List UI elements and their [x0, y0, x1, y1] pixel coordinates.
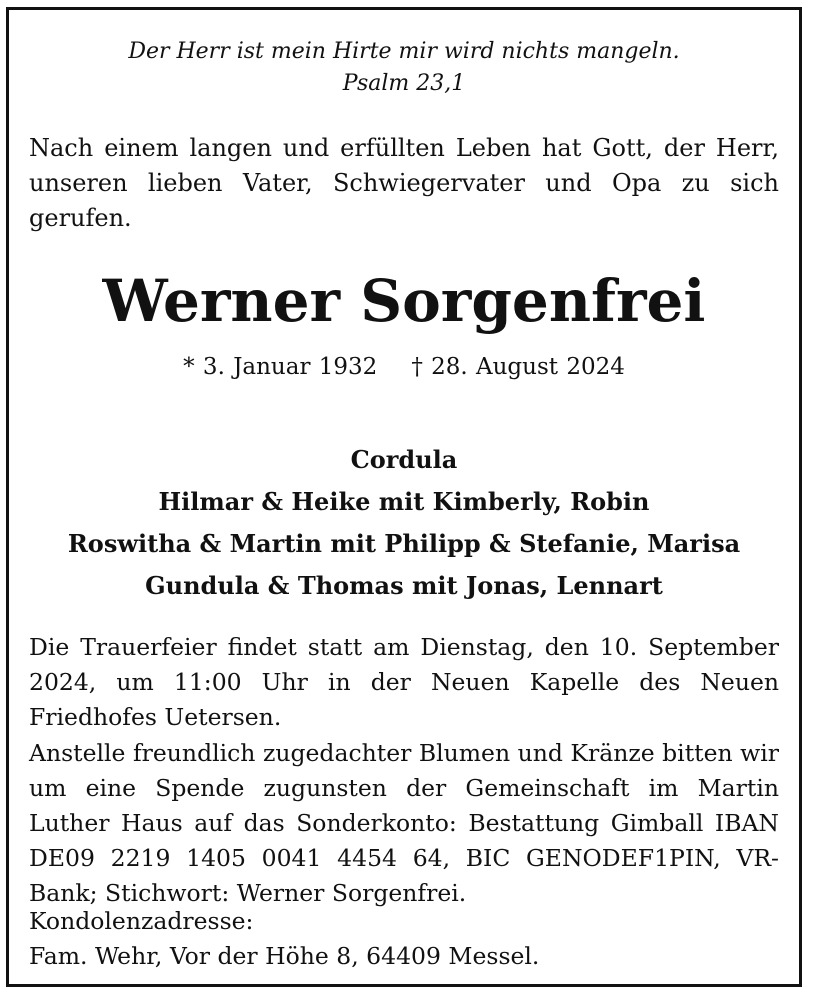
- birth-date: * 3. Januar 1932: [183, 354, 378, 380]
- condolence-label: Kondolenzadresse:: [29, 907, 254, 935]
- bible-verse: [29, 36, 779, 100]
- donation-info: Anstelle freundlich zugedachter Blumen und Kränze bitten wir um eine Spende zugunsten der Gemeinschaft im Martin Luther Haus auf das Sonderkonto: Bestattung Gimball IBAN DE09 2219 1405 0041 4454 64, BIC GENODEF1PIN, VR-Bank; Stichwort: Werner Sorgenfrei.: [29, 739, 779, 907]
- condolence-address-text: Fam. Wehr, Vor der Höhe 8, 64409 Messel.: [29, 942, 540, 970]
- deceased-name: Werner Sorgenfrei: [102, 267, 706, 335]
- family-members: [29, 439, 779, 607]
- verse-text: Der Herr ist mein Hirte mir wird nichts mangeln.: [128, 39, 680, 64]
- intro-text: Nach einem langen und erfüllten Leben hat Gott, der Herr, unseren lieben Vater, Schwiegervater und Opa zu sich gerufen.: [29, 134, 779, 232]
- condolence-address: [29, 904, 779, 974]
- death-date: † 28. August 2024: [411, 354, 625, 380]
- verse-reference: Psalm 23,1: [342, 71, 466, 96]
- obituary-frame: [6, 7, 802, 987]
- obituary-content: [29, 10, 779, 984]
- family-line: Cordula: [350, 445, 458, 474]
- life-dates: [29, 350, 779, 384]
- funeral-service-info: Die Trauerfeier findet statt am Dienstag, den 10. September 2024, um 11:00 Uhr in der Neuen Kapelle des Neuen Friedhofes Uetersen.: [29, 633, 779, 731]
- family-line: Hilmar & Heike mit Kimberly, Robin: [158, 487, 650, 516]
- family-line: Gundula & Thomas mit Jonas, Lennart: [145, 571, 663, 600]
- family-line: Roswitha & Martin mit Philipp & Stefanie, Marisa: [67, 529, 741, 558]
